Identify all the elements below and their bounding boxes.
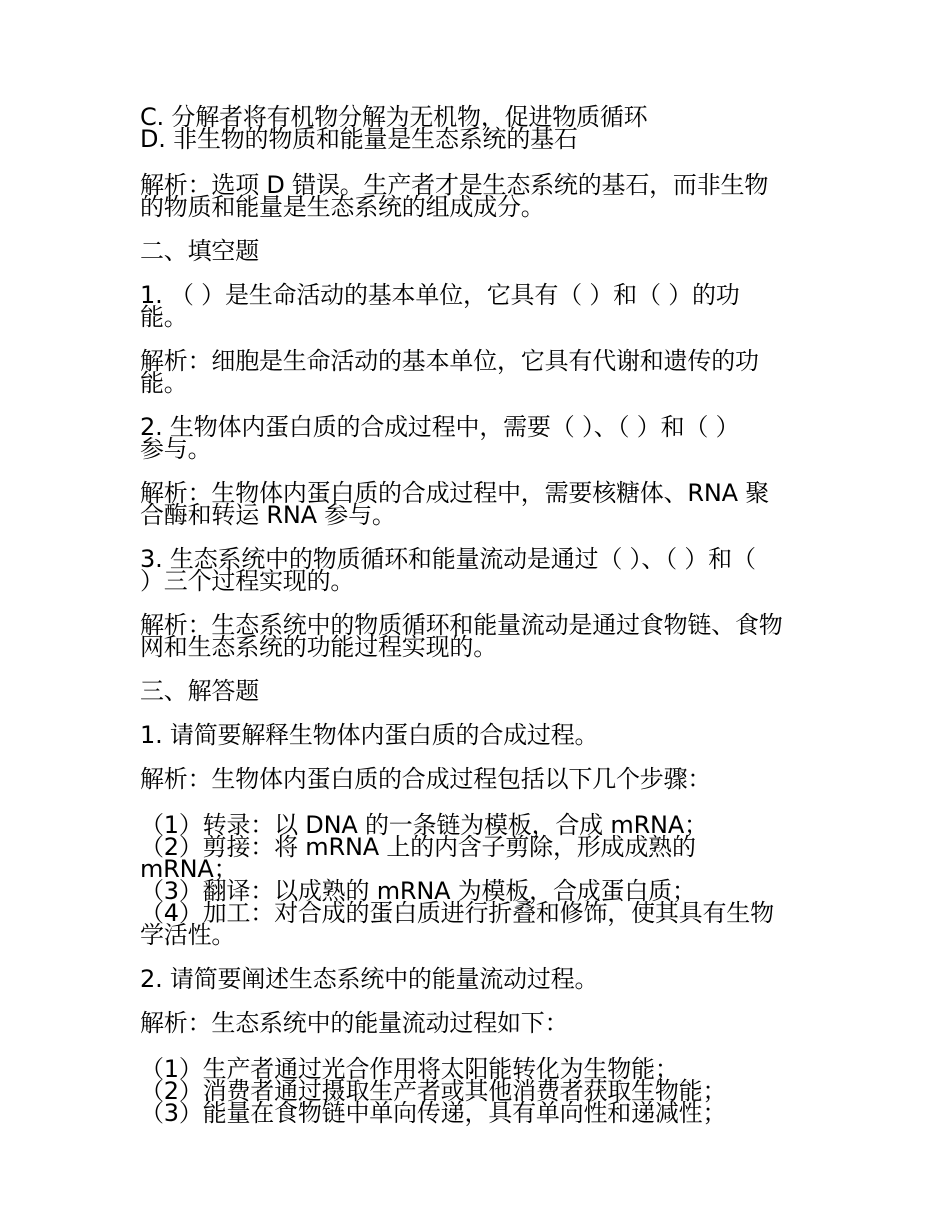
answer-1-step-3: （3）翻译：以成熟的 mRNA 为模板，合成蛋白质； xyxy=(140,877,696,905)
fill-analysis-3-line-2: 网和生态系统的功能过程实现的。 xyxy=(140,633,497,661)
document-page xyxy=(140,103,820,1127)
answer-1-step-4-line-2: 学活性。 xyxy=(140,921,236,949)
option-c: C. 分解者将有机物分解为无机物，促进物质循环 xyxy=(140,103,648,131)
choice-analysis-line-2: 的物质和能量是生态系统的组成成分。 xyxy=(140,193,545,221)
answer-1-step-1: （1）转录：以 DNA 的一条链为模板，合成 mRNA； xyxy=(140,811,708,839)
fill-question-1-line-2: 能。 xyxy=(140,303,188,331)
fill-analysis-3-line-1: 解析：生态系统中的物质循环和能量流动是通过食物链、食物 xyxy=(140,611,783,639)
answer-analysis-1-intro: 解析：生物体内蛋白质的合成过程包括以下几个步骤： xyxy=(140,765,712,793)
fill-question-3-line-2: ）三个过程实现的。 xyxy=(140,567,355,595)
option-d: D. 非生物的物质和能量是生态系统的基石 xyxy=(140,125,578,153)
section-heading-answer: 三、解答题 xyxy=(140,677,259,705)
fill-analysis-1-line-1: 解析：细胞是生命活动的基本单位，它具有代谢和遗传的功 xyxy=(140,347,759,375)
fill-question-2-line-2: 参与。 xyxy=(140,435,212,463)
answer-question-2: 2. 请简要阐述生态系统中的能量流动过程。 xyxy=(140,965,599,993)
section-heading-fill-blank: 二、填空题 xyxy=(140,237,259,265)
fill-analysis-2-line-1: 解析：生物体内蛋白质的合成过程中，需要核糖体、RNA 聚 xyxy=(140,479,770,507)
fill-analysis-2-line-2: 合酶和转运 RNA 参与。 xyxy=(140,501,396,529)
answer-1-step-4-line-1: （4）加工：对合成的蛋白质进行折叠和修饰，使其具有生物 xyxy=(140,899,774,927)
answer-1-step-2-line-1: （2）剪接：将 mRNA 上的内含子剪除，形成成熟的 xyxy=(140,833,696,861)
choice-analysis-line-1: 解析：选项 D 错误。生产者才是生态系统的基石，而非生物 xyxy=(140,171,769,199)
answer-2-step-3: （3）能量在食物链中单向传递，具有单向性和递减性； xyxy=(140,1099,727,1127)
fill-analysis-1-line-2: 能。 xyxy=(140,369,188,397)
answer-question-1: 1. 请简要解释生物体内蛋白质的合成过程。 xyxy=(140,721,599,749)
fill-question-1-line-1: 1. （ ）是生命活动的基本单位，它具有（ ）和（ ）的功 xyxy=(140,281,740,309)
answer-1-step-2-line-2: mRNA； xyxy=(140,855,238,883)
fill-question-3-line-1: 3. 生态系统中的物质循环和能量流动是通过（ ）、（ ）和（ xyxy=(140,545,756,573)
answer-2-step-1: （1）生产者通过光合作用将太阳能转化为生物能； xyxy=(140,1055,679,1083)
answer-analysis-2-intro: 解析：生态系统中的能量流动过程如下： xyxy=(140,1009,569,1037)
fill-question-2-line-1: 2. 生物体内蛋白质的合成过程中，需要（ ）、（ ）和（ ） xyxy=(140,413,740,441)
answer-2-step-2: （2）消费者通过摄取生产者或其他消费者获取生物能； xyxy=(140,1077,727,1105)
